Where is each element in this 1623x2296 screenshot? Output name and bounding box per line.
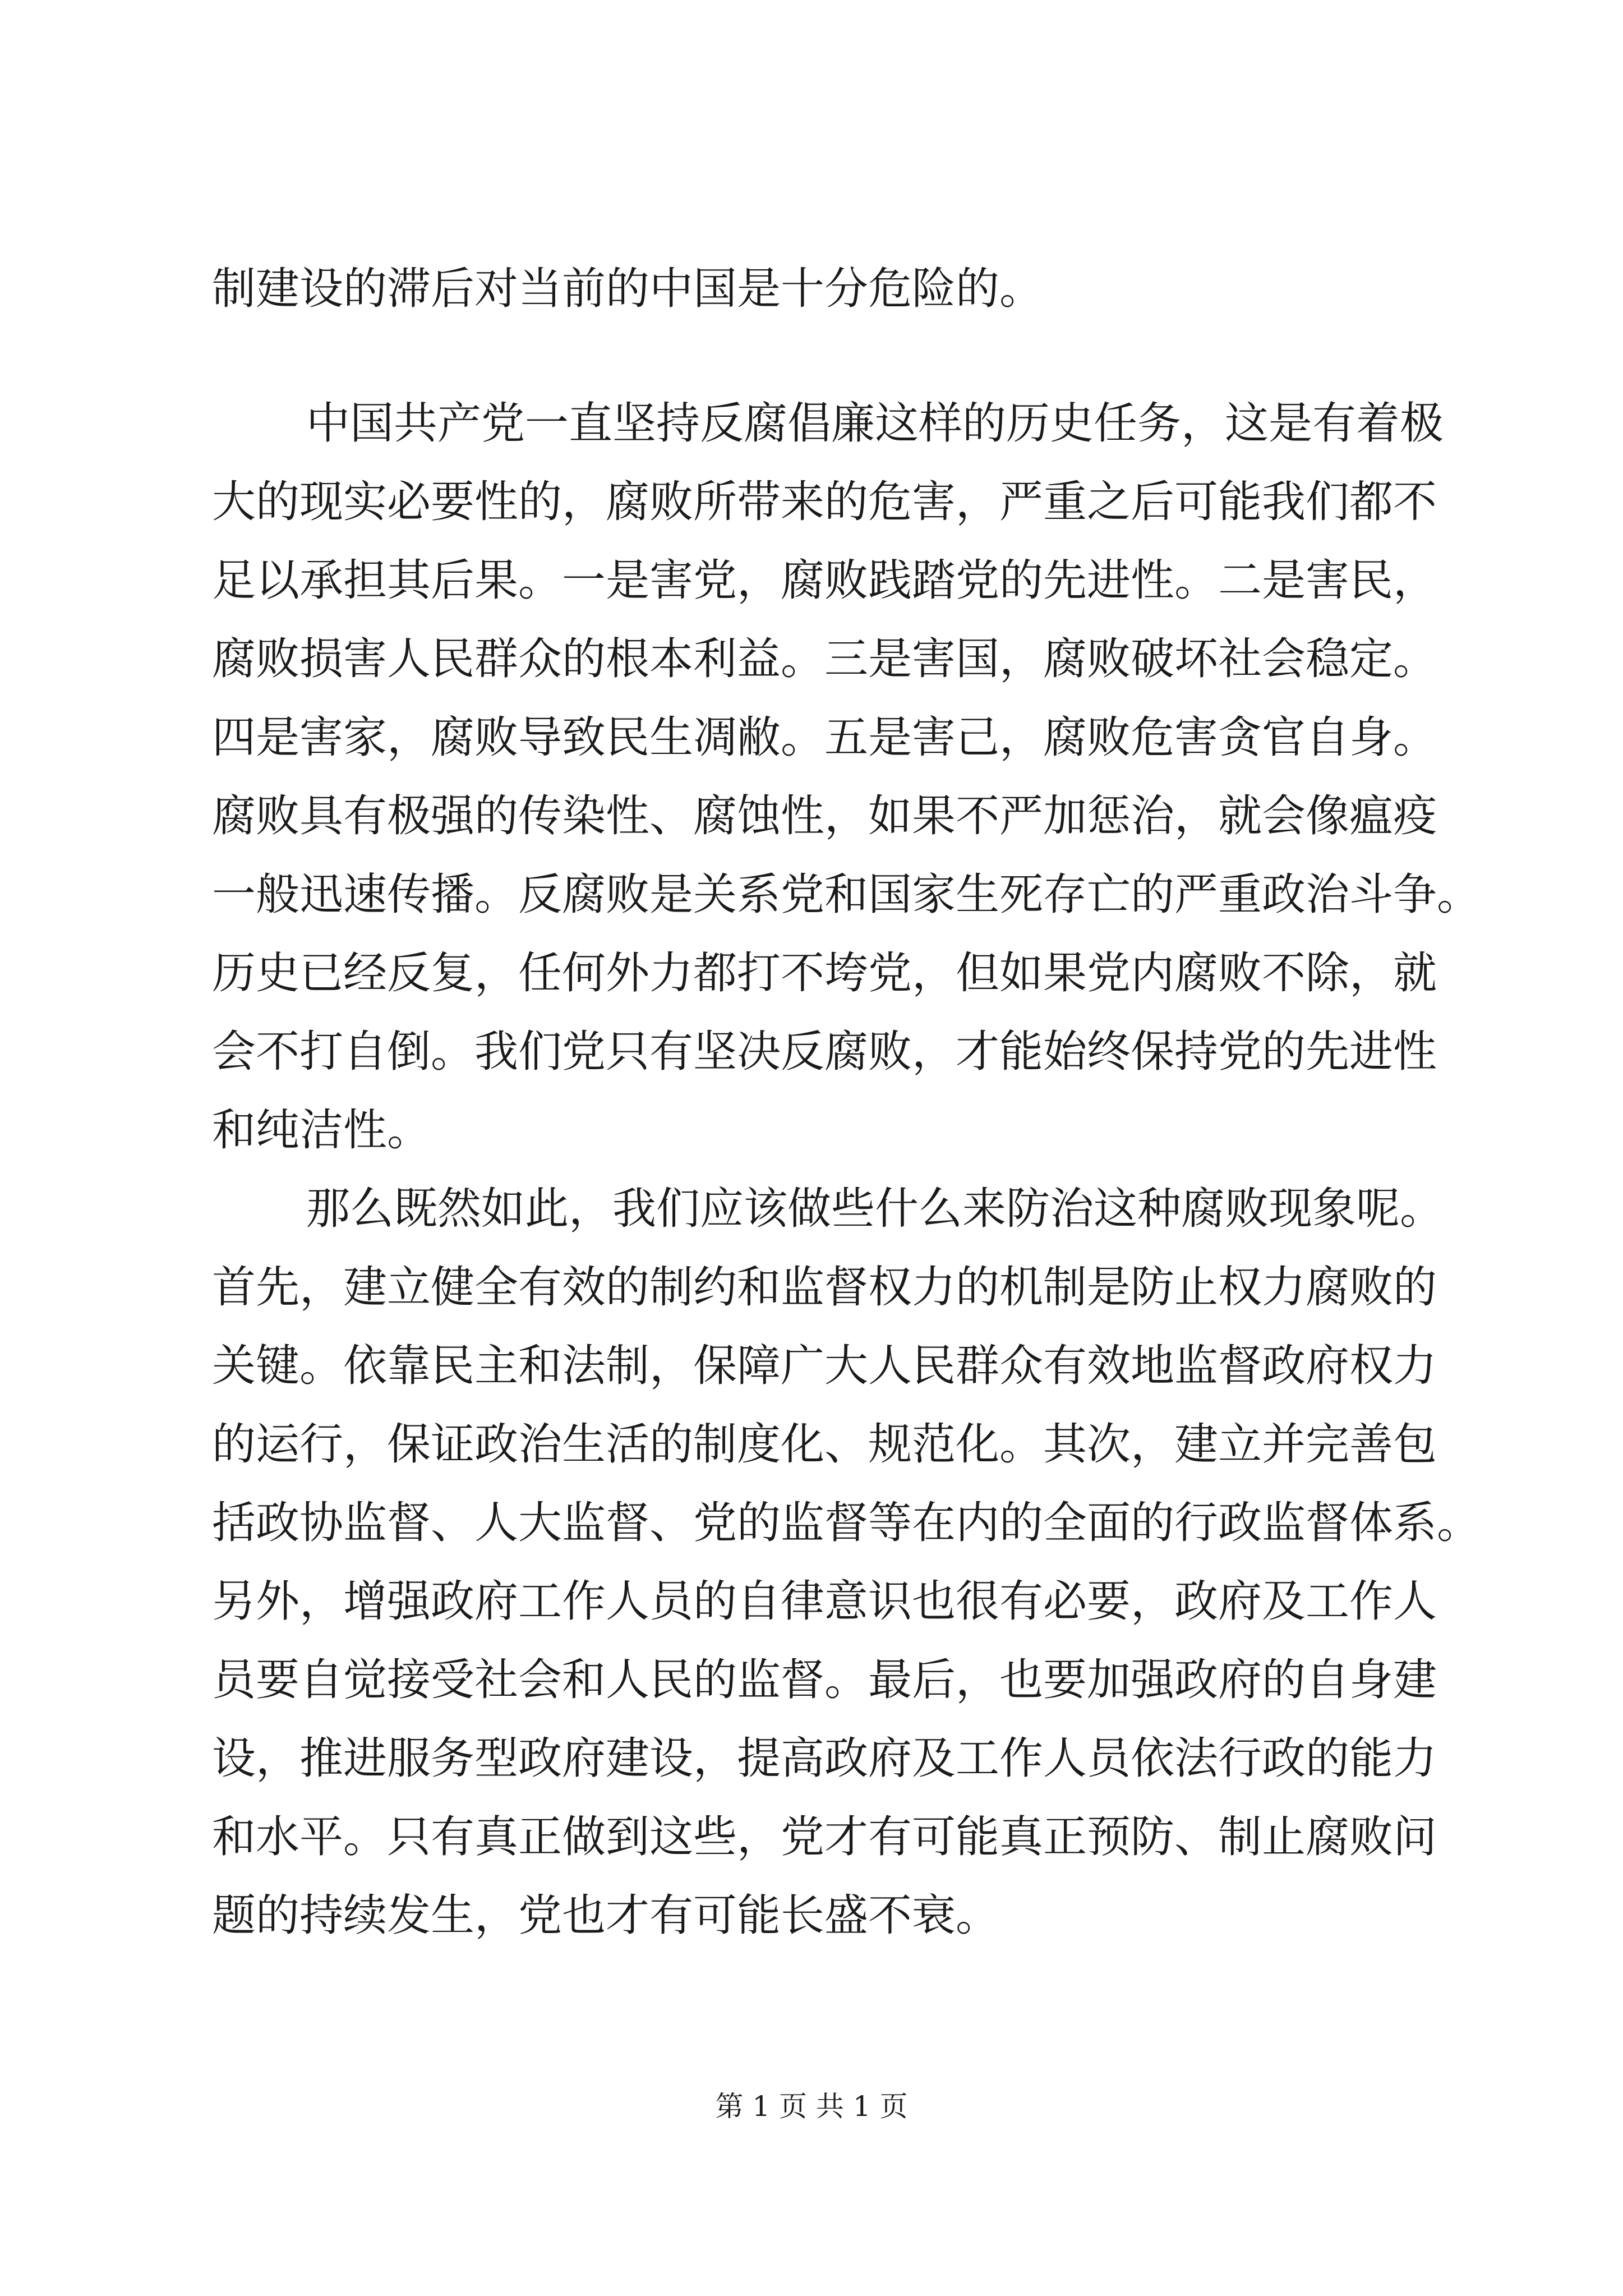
paragraph-2-line-3: 足以承担其后果。一是害党，腐败践踏党的先进性。二是害民， — [212, 555, 1437, 606]
paragraph-2-line-6: 腐败具有极强的传染性、腐蚀性，如果不严加惩治，就会像瘟疫 — [212, 791, 1437, 841]
paragraph-3-line-8: 设，推进服务型政府建设，提高政府及工作人员依法行政的能力 — [212, 1733, 1437, 1784]
paragraph-3-line-10: 题的持续发生，党也才有可能长盛不衰。 — [212, 1890, 1000, 1941]
paragraph-3-line-2: 首先，建立健全有效的制约和监督权力的机制是防止权力腐败的 — [212, 1262, 1437, 1313]
paragraph-2-line-4: 腐败损害人民群众的根本利益。三是害国，腐败破坏社会稳定。 — [212, 634, 1437, 684]
paragraph-3-line-7: 员要自觉接受社会和人民的监督。最后，也要加强政府的自身建 — [212, 1655, 1437, 1705]
paragraph-2-line-9: 会不打自倒。我们党只有坚决反腐败，才能始终保持党的先进性 — [212, 1027, 1437, 1077]
paragraph-3-line-5: 括政协监督、人大监督、党的监督等在内的全面的行政监督体系。 — [212, 1498, 1481, 1548]
paragraph-2-line-2: 大的现实必要性的，腐败所带来的危害，严重之后可能我们都不 — [212, 477, 1437, 527]
paragraph-2-line-8: 历史已经反复，任何外力都打不垮党，但如果党内腐败不除，就 — [212, 948, 1437, 999]
paragraph-2-line-10: 和纯洁性。 — [212, 1105, 431, 1156]
paragraph-1-line-1: 制建设的滞后对当前的中国是十分危险的。 — [212, 264, 1044, 314]
paragraph-3-line-9: 和水平。只有真正做到这些，党才有可能真正预防、制止腐败问 — [212, 1812, 1437, 1862]
paragraph-2-line-7: 一般迅速传播。反腐败是关系党和国家生死存亡的严重政治斗争。 — [212, 869, 1481, 920]
paragraph-3-line-3: 关键。依靠民主和法制，保障广大人民群众有效地监督政府权力 — [212, 1341, 1437, 1391]
paragraph-2-line-5: 四是害家，腐败导致民生凋敝。五是害己，腐败危害贪官自身。 — [212, 712, 1437, 763]
paragraph-3-line-1: 那么既然如此，我们应该做些什么来防治这种腐败现象呢。 — [306, 1184, 1444, 1234]
paragraph-2-line-1: 中国共产党一直坚持反腐倡廉这样的历史任务，这是有着极 — [306, 398, 1444, 449]
paragraph-3-line-4: 的运行，保证政治生活的制度化、规范化。其次，建立并完善包 — [212, 1419, 1437, 1470]
page-footer: 第 1 页 共 1 页 — [715, 2090, 908, 2123]
paragraph-3-line-6: 另外，增强政府工作人员的自律意识也很有必要，政府及工作人 — [212, 1576, 1437, 1627]
